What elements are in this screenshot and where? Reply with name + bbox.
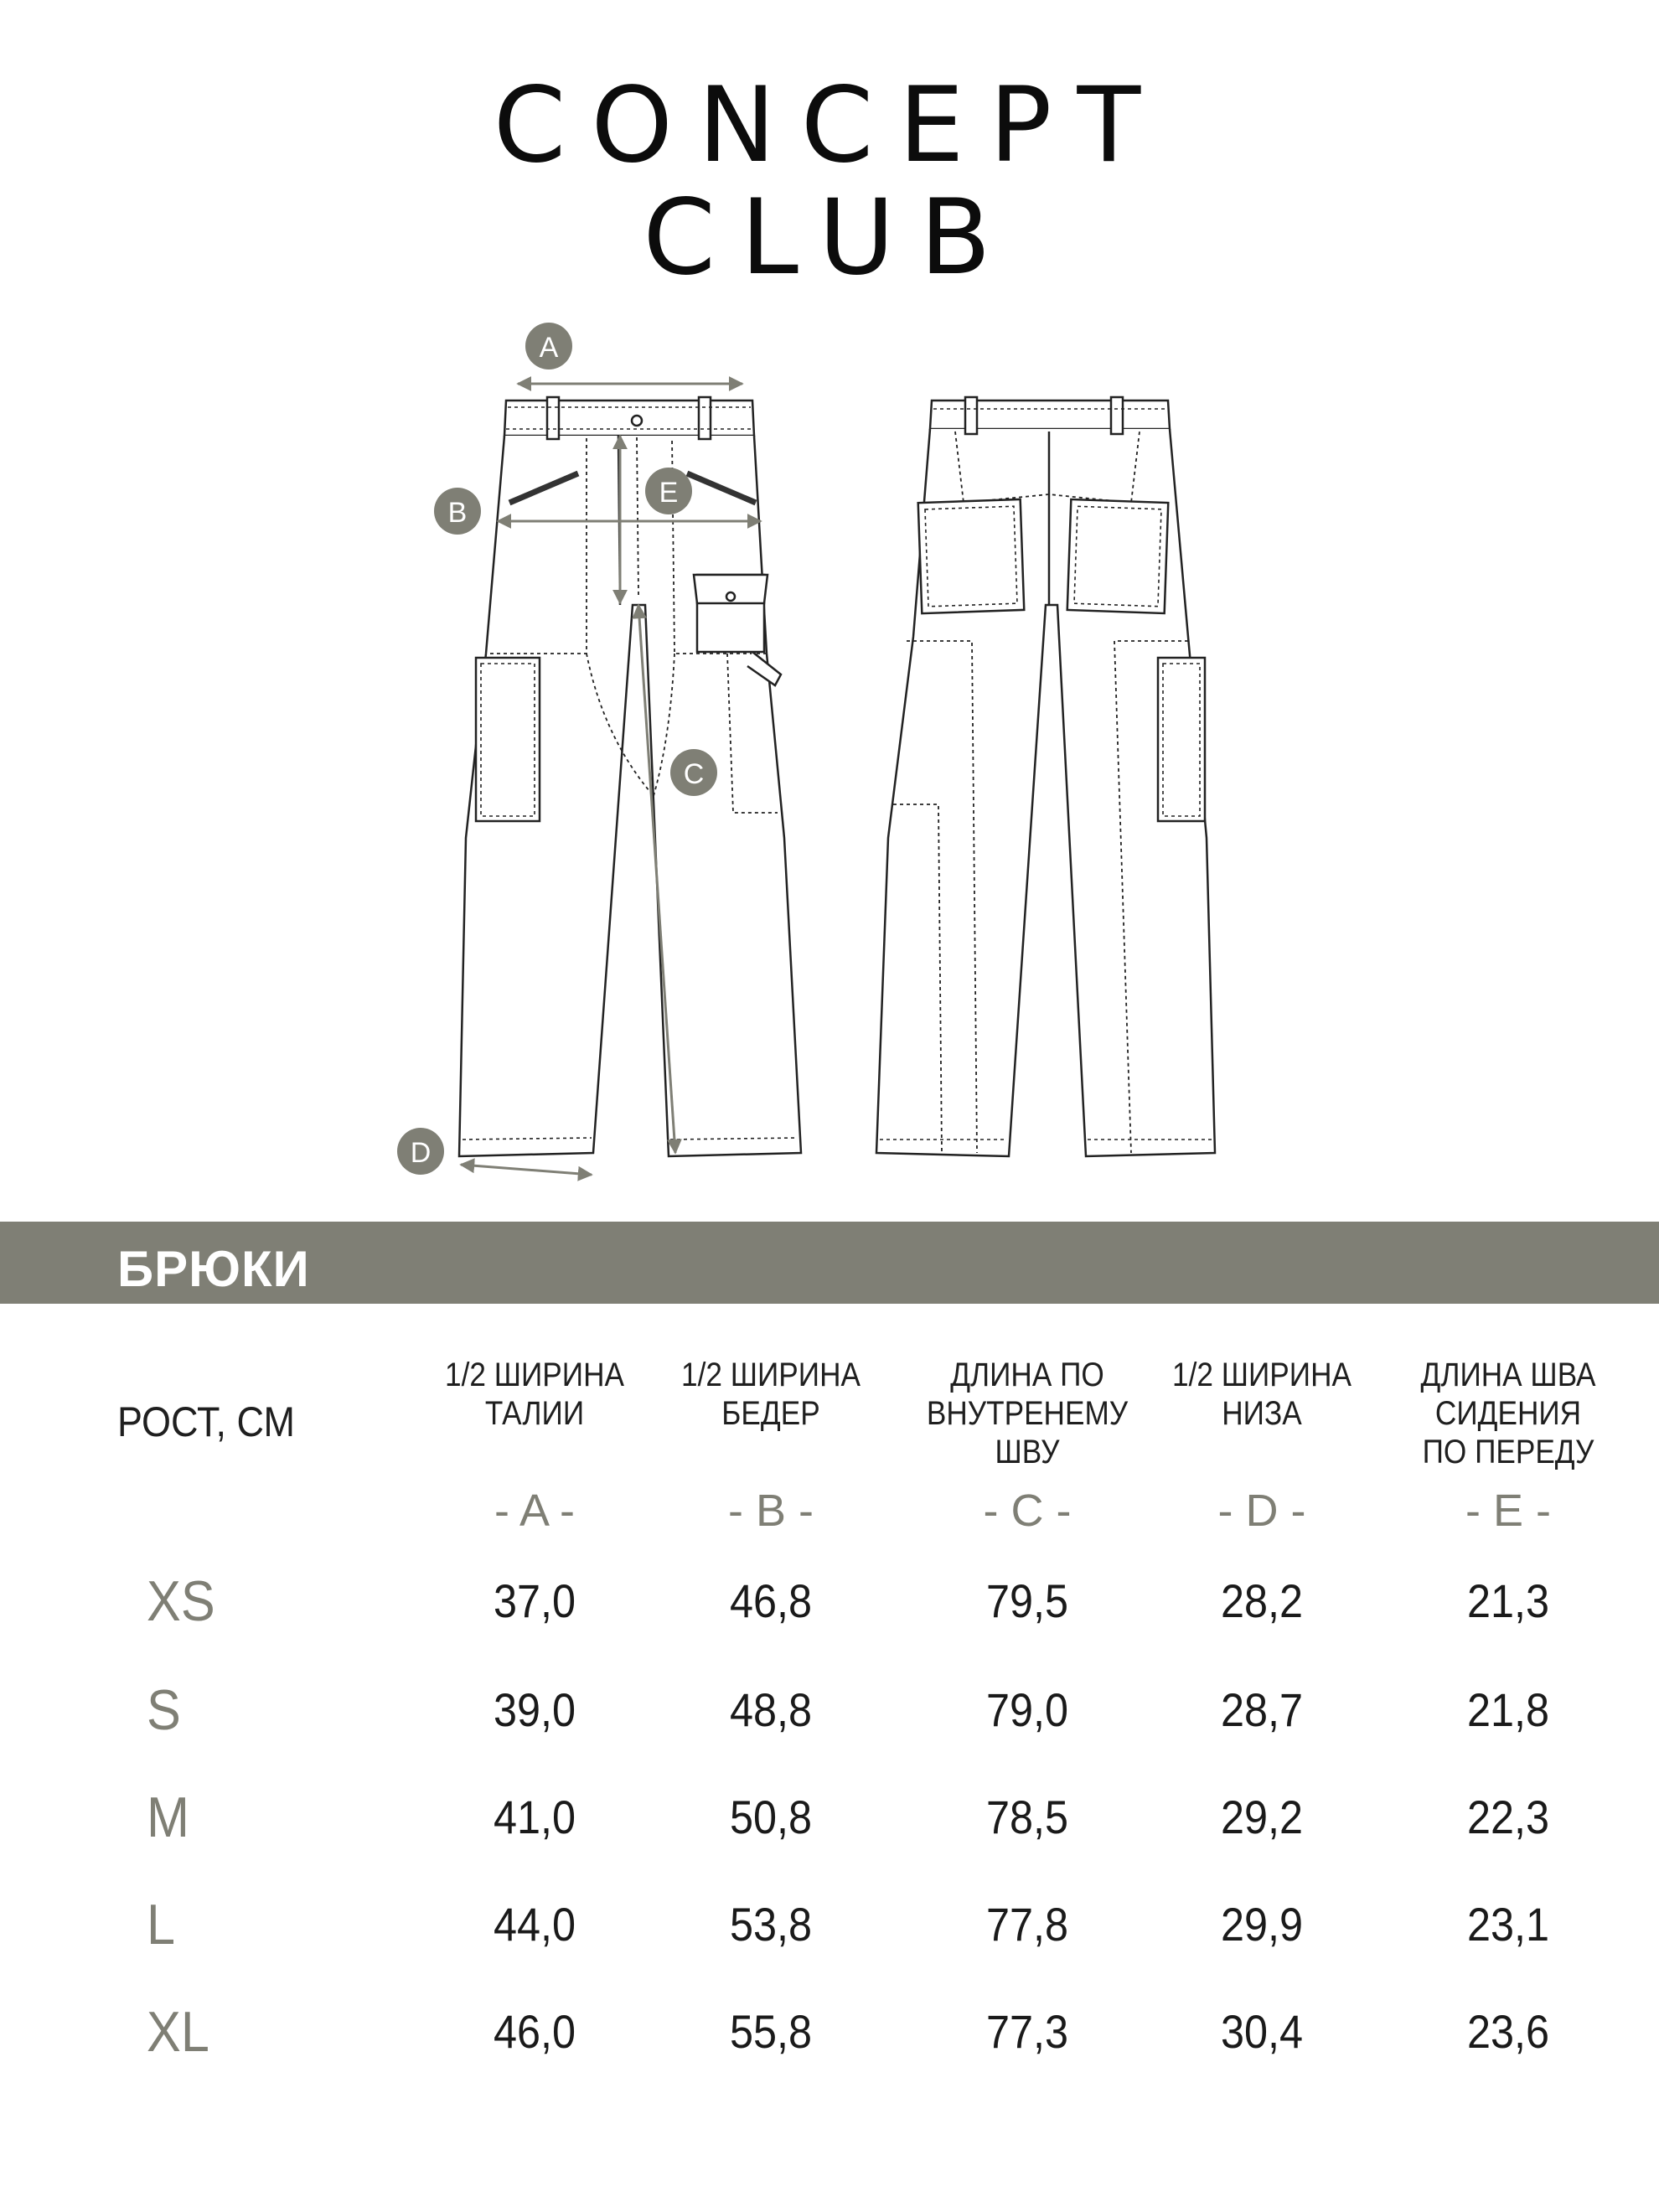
- column-header-line: 1/2 ШИРИНА: [445, 1357, 624, 1393]
- column-header-line: ТАЛИИ: [484, 1395, 585, 1432]
- svg-text:C: C: [683, 758, 705, 790]
- column-header-line: СИДЕНИЯ: [1434, 1395, 1582, 1432]
- table-cell: 77,3: [985, 2005, 1069, 2058]
- svg-text:D: D: [410, 1137, 432, 1169]
- column-header-line: ШВУ: [995, 1434, 1060, 1470]
- column-header-line: ВНУТРЕНЕМУ: [926, 1395, 1129, 1432]
- brand-logo-line2: CLUB: [643, 178, 1016, 298]
- table-cell: 78,5: [985, 1791, 1069, 1843]
- column-letter: - A -: [494, 1486, 576, 1536]
- table-cell: 29,2: [1220, 1791, 1304, 1843]
- table-cell: 23,1: [1466, 1898, 1550, 1951]
- column-header: [1398, 1356, 1619, 1471]
- table-cell: 46,8: [729, 1574, 813, 1627]
- column-header: [660, 1356, 881, 1471]
- column-letter: - D -: [1217, 1486, 1306, 1536]
- table-cell: 48,8: [729, 1683, 813, 1736]
- table-cell: 21,3: [1466, 1574, 1550, 1627]
- column-header-line: БЕДЕР: [721, 1395, 820, 1432]
- column-header: [917, 1356, 1138, 1471]
- section-band: [0, 1222, 1659, 1304]
- column-header-line: НИЗА: [1222, 1395, 1302, 1432]
- marker-e: [645, 468, 692, 514]
- marker-c: [670, 749, 717, 796]
- section-title: БРЮКИ: [117, 1241, 310, 1297]
- table-cell: 46,0: [493, 2005, 576, 2058]
- column-header: [424, 1356, 645, 1471]
- brand-logo-line1: CONCEPT: [493, 65, 1166, 186]
- table-cell: 44,0: [493, 1898, 576, 1951]
- marker-b: [434, 488, 481, 535]
- table-cell: 79,5: [985, 1574, 1069, 1627]
- table-cell: 55,8: [729, 2005, 813, 2058]
- trousers-technical-sketch: [0, 310, 1659, 1215]
- column-header-line: [424, 1433, 645, 1471]
- table-cell: 37,0: [493, 1574, 576, 1627]
- front-view: [459, 397, 801, 1156]
- table-cell: 77,8: [985, 1898, 1069, 1951]
- table-cell: 22,3: [1466, 1791, 1550, 1843]
- table-cell: 30,4: [1220, 2005, 1304, 2058]
- column-letter: - C -: [983, 1486, 1072, 1536]
- marker-d: [397, 1128, 444, 1175]
- back-view: [876, 397, 1215, 1156]
- size-label: L: [147, 1893, 176, 1956]
- svg-text:A: A: [539, 332, 559, 364]
- row-header-height: РОСТ, СМ: [117, 1398, 296, 1445]
- table-cell: 39,0: [493, 1683, 576, 1736]
- column-header-line: ДЛИНА ШВА: [1420, 1357, 1596, 1393]
- column-header-line: 1/2 ШИРИНА: [681, 1357, 861, 1393]
- size-label: XL: [147, 2000, 209, 2064]
- size-label: S: [147, 1678, 181, 1742]
- column-letter: - E -: [1465, 1486, 1551, 1536]
- column-header-line: [1151, 1433, 1372, 1471]
- column-header: [1151, 1356, 1372, 1471]
- table-cell: 28,2: [1220, 1574, 1304, 1627]
- column-header-line: 1/2 ШИРИНА: [1172, 1357, 1351, 1393]
- svg-text:B: B: [447, 497, 468, 529]
- table-cell: 79,0: [985, 1683, 1069, 1736]
- svg-text:E: E: [659, 477, 679, 509]
- table-cell: 41,0: [493, 1791, 576, 1843]
- column-letter: - B -: [728, 1486, 814, 1536]
- column-header-line: [660, 1433, 881, 1471]
- size-label: M: [147, 1786, 189, 1849]
- table-cell: 53,8: [729, 1898, 813, 1951]
- table-cell: 28,7: [1220, 1683, 1304, 1736]
- table-cell: 29,9: [1220, 1898, 1304, 1951]
- column-header-line: ДЛИНА ПО: [950, 1357, 1104, 1393]
- table-cell: 23,6: [1466, 2005, 1550, 2058]
- marker-a: [525, 323, 572, 370]
- size-label: XS: [147, 1569, 215, 1633]
- table-cell: 21,8: [1466, 1683, 1550, 1736]
- column-header-line: ПО ПЕРЕДУ: [1422, 1434, 1594, 1470]
- table-cell: 50,8: [729, 1791, 813, 1843]
